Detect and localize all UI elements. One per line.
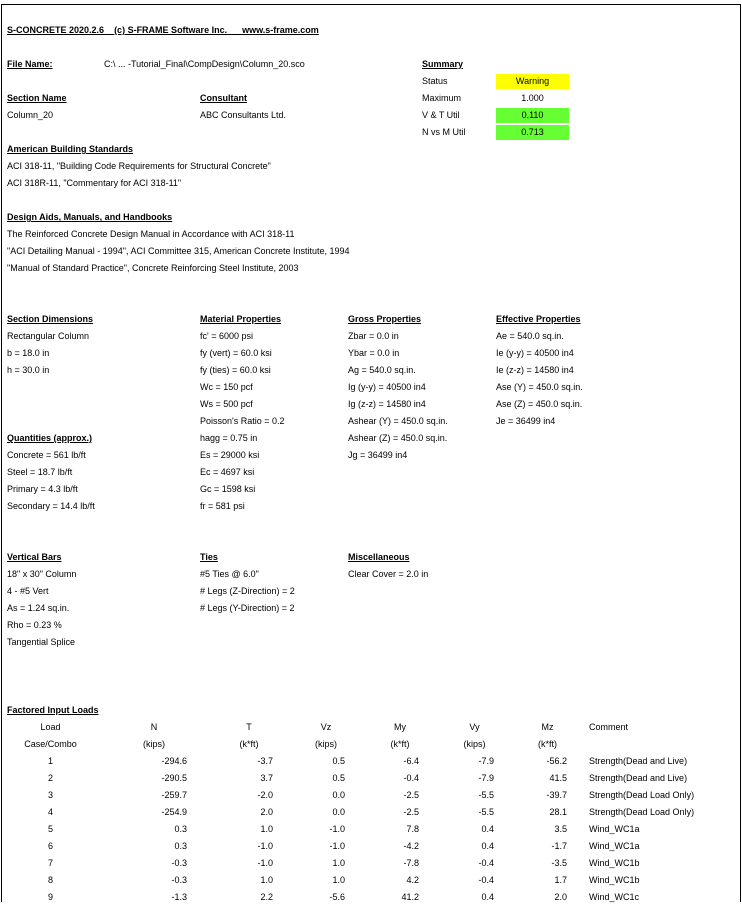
material-line: Es = 29000 ksi xyxy=(200,450,260,460)
table-cell: 2.0 xyxy=(260,807,273,817)
comment-cell: Strength(Dead and Live) xyxy=(589,756,688,766)
material-line: Ec = 4697 ksi xyxy=(200,467,255,477)
header-cell: Load xyxy=(40,722,61,732)
comment-cell: Wind_WC1a xyxy=(589,841,640,851)
effective-line: Ie (y-y) = 40500 in4 xyxy=(496,348,574,358)
material-properties-title: Material Properties xyxy=(200,314,282,324)
table-cell: 0.5 xyxy=(332,756,345,766)
comment-cell: Wind_WC1a xyxy=(589,824,640,834)
table-cell: -1.0 xyxy=(329,841,345,851)
consultant-value: ABC Consultants Ltd. xyxy=(200,110,287,120)
miscellaneous-title: Miscellaneous xyxy=(348,552,410,562)
table-cell: -1.0 xyxy=(257,841,273,851)
table-cell: 28.1 xyxy=(549,807,567,817)
table-cell: -5.5 xyxy=(478,790,494,800)
table-cell: 0.3 xyxy=(174,841,187,851)
gross-line: Ybar = 0.0 in xyxy=(348,348,400,358)
table-cell: -0.3 xyxy=(171,858,187,868)
summary-vt-util-value: 0.110 xyxy=(496,108,569,123)
table-cell: -0.4 xyxy=(478,875,494,885)
dimension-line: Rectangular Column xyxy=(7,331,90,341)
quantity-line: Steel = 18.7 lb/ft xyxy=(7,467,73,477)
table-row xyxy=(2,855,740,872)
table-cell: 3 xyxy=(47,790,53,800)
table-cell: -4.2 xyxy=(403,841,419,851)
table-cell: -0.4 xyxy=(478,858,494,868)
table-cell: -6.4 xyxy=(403,756,419,766)
header-cell: (k*ft) xyxy=(390,739,410,749)
table-cell: 5 xyxy=(47,824,53,834)
section-dimensions-title: Section Dimensions xyxy=(7,314,94,324)
header-cell: (kips) xyxy=(315,739,337,749)
header-cell: (kips) xyxy=(143,739,165,749)
header-cell: My xyxy=(394,722,406,732)
standards-line: ACI 318R-11, "Commentary for ACI 318-11" xyxy=(7,178,182,188)
header-cell: (k*ft) xyxy=(538,739,557,749)
table-cell: -259.7 xyxy=(161,790,187,800)
summary-nm-util-value: 0.713 xyxy=(496,125,569,140)
gross-line: Zbar = 0.0 in xyxy=(348,331,399,341)
section-name-label: Section Name xyxy=(7,93,67,103)
table-cell: -2.0 xyxy=(257,790,273,800)
standards-title: American Building Standards xyxy=(7,144,134,154)
table-cell: -3.7 xyxy=(257,756,273,766)
summary-status-label: Status xyxy=(422,76,448,86)
gross-line: Ashear (Z) = 450.0 sq.in. xyxy=(348,433,448,443)
table-cell: 3.7 xyxy=(260,773,273,783)
table-cell: -5.6 xyxy=(329,892,345,902)
table-cell: 6 xyxy=(47,841,53,851)
table-cell: 0.0 xyxy=(332,790,345,800)
effective-line: Ae = 540.0 sq.in. xyxy=(496,331,564,341)
gross-line: Ag = 540.0 sq.in. xyxy=(348,365,416,375)
vertical-bars-line: 4 - #5 Vert xyxy=(7,586,49,596)
table-row xyxy=(2,838,740,855)
summary-title: Summary xyxy=(422,59,464,69)
header-cell: N xyxy=(150,722,158,732)
file-name-label: File Name: xyxy=(7,59,53,69)
vertical-bars-line: Tangential Splice xyxy=(7,637,76,647)
ties-title: Ties xyxy=(200,552,218,562)
dimension-line: b = 18.0 in xyxy=(7,348,50,358)
material-line: fr = 581 psi xyxy=(200,501,245,511)
gross-line: Ashear (Y) = 450.0 sq.in. xyxy=(348,416,448,426)
table-cell: 1 xyxy=(47,756,53,766)
table-cell: 1.0 xyxy=(332,858,345,868)
effective-line: Ase (Z) = 450.0 sq.in. xyxy=(496,399,583,409)
table-cell: 0.4 xyxy=(481,892,494,902)
table-cell: -2.5 xyxy=(403,807,419,817)
table-cell: 1.0 xyxy=(260,824,273,834)
file-path: C:\ ... -Tutorial_Final\CompDesign\Column_20.sco xyxy=(104,59,305,69)
table-cell: 0.5 xyxy=(332,773,345,783)
table-cell: 4.2 xyxy=(406,875,419,885)
design-aids-line: "Manual of Standard Practice", Concrete Reinforcing Steel Institute, 2003 xyxy=(7,263,299,273)
table-cell: -7.8 xyxy=(403,858,419,868)
ties-line: # Legs (Z-Direction) = 2 xyxy=(200,586,295,596)
table-row xyxy=(2,889,740,906)
table-cell: -5.5 xyxy=(478,807,494,817)
quantity-line: Concrete = 561 lb/ft xyxy=(7,450,86,460)
table-row xyxy=(2,872,740,889)
factored-loads-title: Factored Input Loads xyxy=(7,705,99,715)
table-cell: -56.2 xyxy=(546,756,567,766)
table-cell: 0.3 xyxy=(174,824,187,834)
effective-line: Je = 36499 in4 xyxy=(496,416,556,426)
design-aids-title: Design Aids, Manuals, and Handbooks xyxy=(7,212,173,222)
quantities-title: Quantities (approx.) xyxy=(7,433,93,443)
header-cell xyxy=(583,736,740,753)
material-line: fy (vert) = 60.0 ksi xyxy=(200,348,272,358)
quantity-line: Primary = 4.3 lb/ft xyxy=(7,484,78,494)
table-cell: -254.9 xyxy=(161,807,187,817)
table-cell: 1.0 xyxy=(260,875,273,885)
table-cell: -290.5 xyxy=(161,773,187,783)
vertical-bars-title: Vertical Bars xyxy=(7,552,62,562)
table-cell: -39.7 xyxy=(546,790,567,800)
gross-line: Ig (y-y) = 40500 in4 xyxy=(348,382,426,392)
effective-line: Ase (Y) = 450.0 sq.in. xyxy=(496,382,583,392)
table-cell: -0.3 xyxy=(171,875,187,885)
table-cell: -3.5 xyxy=(551,858,567,868)
summary-maximum-value: 1.000 xyxy=(521,93,544,103)
dimension-line: h = 30.0 in xyxy=(7,365,50,375)
summary-nm-util-label: N vs M Util xyxy=(422,127,466,137)
table-cell: 2.0 xyxy=(554,892,567,902)
header-cell: Vz xyxy=(320,722,332,732)
material-line: Wc = 150 pcf xyxy=(200,382,253,392)
comment-cell: Wind_WC1b xyxy=(589,875,640,885)
product-title: S-CONCRETE 2020.2.6 (c) S-FRAME Software Inc. www.s-frame.com xyxy=(7,25,319,35)
material-line: fc' = 6000 psi xyxy=(200,331,254,341)
table-cell: -1.0 xyxy=(257,858,273,868)
table-cell: 2 xyxy=(47,773,53,783)
summary-status-value: Warning xyxy=(496,74,569,89)
table-cell: 1.7 xyxy=(554,875,567,885)
standards-line: ACI 318-11, "Building Code Requirements for Structural Concrete" xyxy=(7,161,271,171)
gross-properties-title: Gross Properties xyxy=(348,314,422,324)
table-cell: -7.9 xyxy=(478,773,494,783)
design-aids-line: "ACI Detailing Manual - 1994", ACI Committee 315, American Concrete Institute, 1994 xyxy=(7,246,350,256)
table-row xyxy=(2,753,740,770)
section-name-value: Column_20 xyxy=(7,110,54,120)
vertical-bars-line: Rho = 0.23 % xyxy=(7,620,62,630)
table-cell: 9 xyxy=(47,892,53,902)
summary-vt-util-label: V & T Util xyxy=(422,110,460,120)
table-cell: 41.5 xyxy=(549,773,567,783)
table-row xyxy=(2,804,740,821)
load-rows xyxy=(2,753,740,906)
table-header-row xyxy=(2,719,740,736)
table-cell: -0.4 xyxy=(403,773,419,783)
report-sheet xyxy=(1,4,741,902)
quantity-line: Secondary = 14.4 lb/ft xyxy=(7,501,95,511)
table-cell: 41.2 xyxy=(401,892,419,902)
gross-line: Ig (z-z) = 14580 in4 xyxy=(348,399,426,409)
header-cell: Vy xyxy=(469,722,480,732)
table-cell: 2.2 xyxy=(260,892,273,902)
ties-line: #5 Ties @ 6.0" xyxy=(200,569,259,579)
table-cell: 0.0 xyxy=(332,807,345,817)
table-cell: -1.7 xyxy=(551,841,567,851)
miscellaneous-line: Clear Cover = 2.0 in xyxy=(348,569,429,579)
summary-maximum-label: Maximum xyxy=(422,93,462,103)
consultant-label: Consultant xyxy=(200,93,247,103)
header-cell: Comment xyxy=(589,722,629,732)
factored-loads-table xyxy=(2,719,740,906)
table-row xyxy=(2,821,740,838)
header-cell: Case/Combo xyxy=(24,739,77,749)
table-cell: 4 xyxy=(47,807,53,817)
table-cell: 0.4 xyxy=(481,841,494,851)
material-line: Ws = 500 pcf xyxy=(200,399,253,409)
table-cell: 7 xyxy=(47,858,53,868)
ties-line: # Legs (Y-Direction) = 2 xyxy=(200,603,295,613)
effective-properties-title: Effective Properties xyxy=(496,314,581,324)
table-cell: 8 xyxy=(47,875,53,885)
comment-cell: Strength(Dead Load Only) xyxy=(589,790,695,800)
table-cell: -7.9 xyxy=(478,756,494,766)
table-cell: 0.4 xyxy=(481,824,494,834)
design-aids-line: The Reinforced Concrete Design Manual in Accordance with ACI 318-11 xyxy=(7,229,295,239)
material-line: hagg = 0.75 in xyxy=(200,433,258,443)
gross-line: Jg = 36499 in4 xyxy=(348,450,408,460)
table-cell: 1.0 xyxy=(332,875,345,885)
header-cell: (k*ft) xyxy=(239,739,259,749)
table-cell: -294.6 xyxy=(161,756,187,766)
material-line: Gc = 1598 ksi xyxy=(200,484,256,494)
table-cell: 3.5 xyxy=(554,824,567,834)
table-cell: -1.0 xyxy=(329,824,345,834)
effective-line: Ie (z-z) = 14580 in4 xyxy=(496,365,574,375)
table-row xyxy=(2,770,740,787)
vertical-bars-line: As = 1.24 sq.in. xyxy=(7,603,70,613)
table-header-row xyxy=(2,736,740,753)
material-line: Poisson's Ratio = 0.2 xyxy=(200,416,285,426)
table-row xyxy=(2,787,740,804)
table-cell: -1.3 xyxy=(171,892,187,902)
comment-cell: Wind_WC1b xyxy=(589,858,640,868)
comment-cell: Wind_WC1c xyxy=(589,892,640,902)
table-cell: 7.8 xyxy=(406,824,419,834)
header-cell: T xyxy=(246,722,252,732)
material-line: fy (ties) = 60.0 ksi xyxy=(200,365,271,375)
comment-cell: Strength(Dead and Live) xyxy=(589,773,688,783)
header-cell: (kips) xyxy=(463,739,486,749)
comment-cell: Strength(Dead Load Only) xyxy=(589,807,695,817)
header-cell: Mz xyxy=(541,722,554,732)
table-cell: -2.5 xyxy=(403,790,419,800)
vertical-bars-line: 18" x 30" Column xyxy=(7,569,77,579)
